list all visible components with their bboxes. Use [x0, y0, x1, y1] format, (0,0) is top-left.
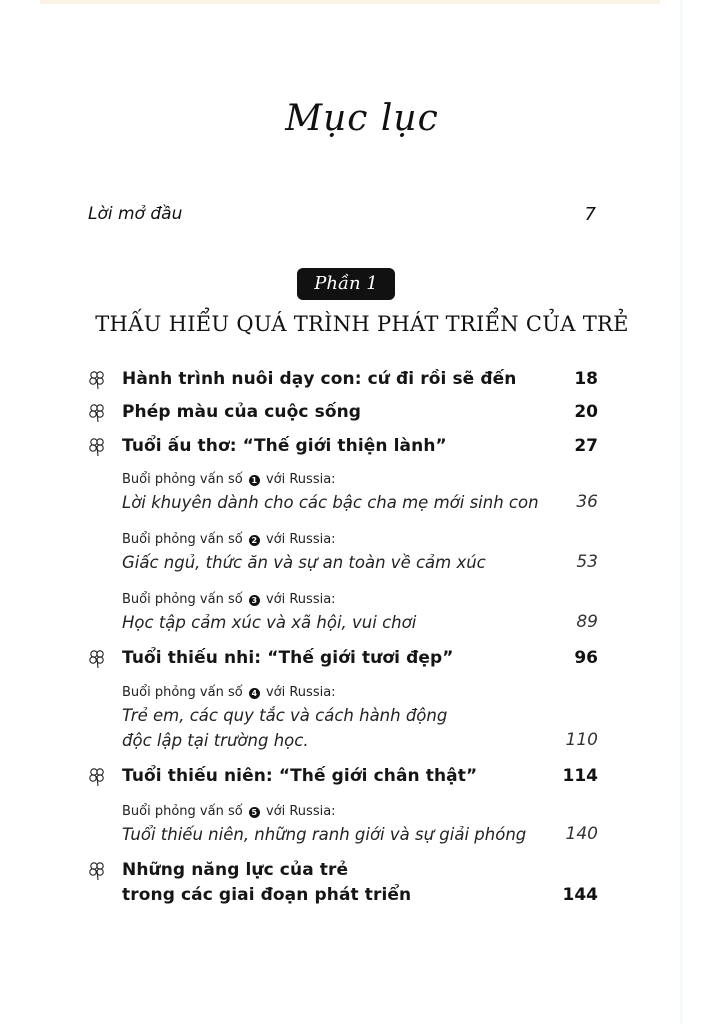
- interview-label: Buổi phỏng vấn số 1 với Russia:: [122, 472, 336, 487]
- chapter-page-number: 144: [562, 885, 598, 905]
- page-title: Mục lục: [285, 98, 439, 139]
- interview-number-badge: 3: [249, 595, 260, 606]
- interview-label: Buổi phỏng vấn số 2 với Russia:: [122, 532, 336, 547]
- toc-entry-chapter[interactable]: [88, 858, 598, 908]
- interview-title: Lời khuyên dành cho các bậc cha mẹ mới sinh con: [122, 493, 539, 512]
- interview-title: Học tập cảm xúc và xã hội, vui chơi: [122, 613, 417, 632]
- toc-entry-interview[interactable]: [122, 683, 598, 753]
- interview-number-badge: 1: [249, 475, 260, 486]
- clover-icon: [88, 646, 122, 669]
- interview-title: Tuổi thiếu niên, những ranh giới và sự giải phóng: [122, 825, 527, 844]
- chapter-page-number: 18: [574, 369, 598, 389]
- part-badge: Phần 1: [297, 268, 395, 300]
- toc-entry-chapter[interactable]: [88, 434, 598, 459]
- part-title: THẤU HIỂU QUÁ TRÌNH PHÁT TRIỂN CỦA TRẺ: [95, 312, 629, 336]
- toc-entry-chapter[interactable]: [88, 400, 598, 425]
- interview-page-number: 53: [576, 552, 598, 572]
- toc-entry-chapter[interactable]: [88, 367, 598, 392]
- chapter-page-number: 96: [574, 648, 598, 668]
- toc-entry-interview[interactable]: [122, 802, 598, 847]
- toc-entry-interview[interactable]: [122, 530, 598, 575]
- interview-page-number: 110: [565, 730, 598, 750]
- chapter-title: Tuổi thiếu niên: “Thế giới chân thật”: [122, 766, 478, 786]
- interview-page-number: 140: [565, 824, 598, 844]
- interview-title-line2: độc lập tại trường học.: [122, 731, 309, 750]
- interview-number-badge: 4: [249, 688, 260, 699]
- chapter-page-number: 20: [574, 402, 598, 422]
- chapter-page-number: 114: [562, 766, 598, 786]
- toc-entry-chapter[interactable]: [88, 646, 598, 671]
- scan-edge-line: [680, 0, 683, 1024]
- chapter-title: Phép màu của cuộc sống: [122, 402, 362, 422]
- interview-label: Buổi phỏng vấn số 5 với Russia:: [122, 804, 336, 819]
- chapter-title: Hành trình nuôi dạy con: cứ đi rồi sẽ đến: [122, 369, 517, 389]
- clover-icon: [88, 367, 122, 390]
- interview-title: Giấc ngủ, thức ăn và sự an toàn về cảm xúc: [122, 553, 486, 572]
- chapter-page-number: 27: [574, 436, 598, 456]
- toc-entry-preface[interactable]: [88, 204, 596, 225]
- interview-label: Buổi phỏng vấn số 3 với Russia:: [122, 592, 336, 607]
- interview-number-badge: 2: [249, 535, 260, 546]
- clover-icon: [88, 400, 122, 423]
- toc-entry-interview[interactable]: [122, 470, 598, 515]
- chapter-title: Tuổi ấu thơ: “Thế giới thiện lành”: [122, 436, 447, 456]
- clover-icon: [88, 434, 122, 457]
- chapter-title-line1: Những năng lực của trẻ: [122, 860, 349, 880]
- toc-entry-chapter[interactable]: [88, 764, 598, 789]
- preface-label: Lời mở đầu: [88, 204, 183, 224]
- scan-edge-tint: [40, 0, 660, 4]
- clover-icon: [88, 764, 122, 787]
- interview-page-number: 89: [576, 612, 598, 632]
- chapter-title: Tuổi thiếu nhi: “Thế giới tươi đẹp”: [122, 648, 454, 668]
- toc-entry-interview[interactable]: [122, 590, 598, 635]
- clover-icon: [88, 858, 122, 881]
- preface-page-number: 7: [584, 204, 596, 225]
- interview-label: Buổi phỏng vấn số 4 với Russia:: [122, 685, 336, 700]
- interview-number-badge: 5: [249, 807, 260, 818]
- chapter-title-line2: trong các giai đoạn phát triển: [122, 885, 412, 905]
- interview-page-number: 36: [576, 492, 598, 512]
- interview-title-line1: Trẻ em, các quy tắc và cách hành động: [122, 706, 448, 725]
